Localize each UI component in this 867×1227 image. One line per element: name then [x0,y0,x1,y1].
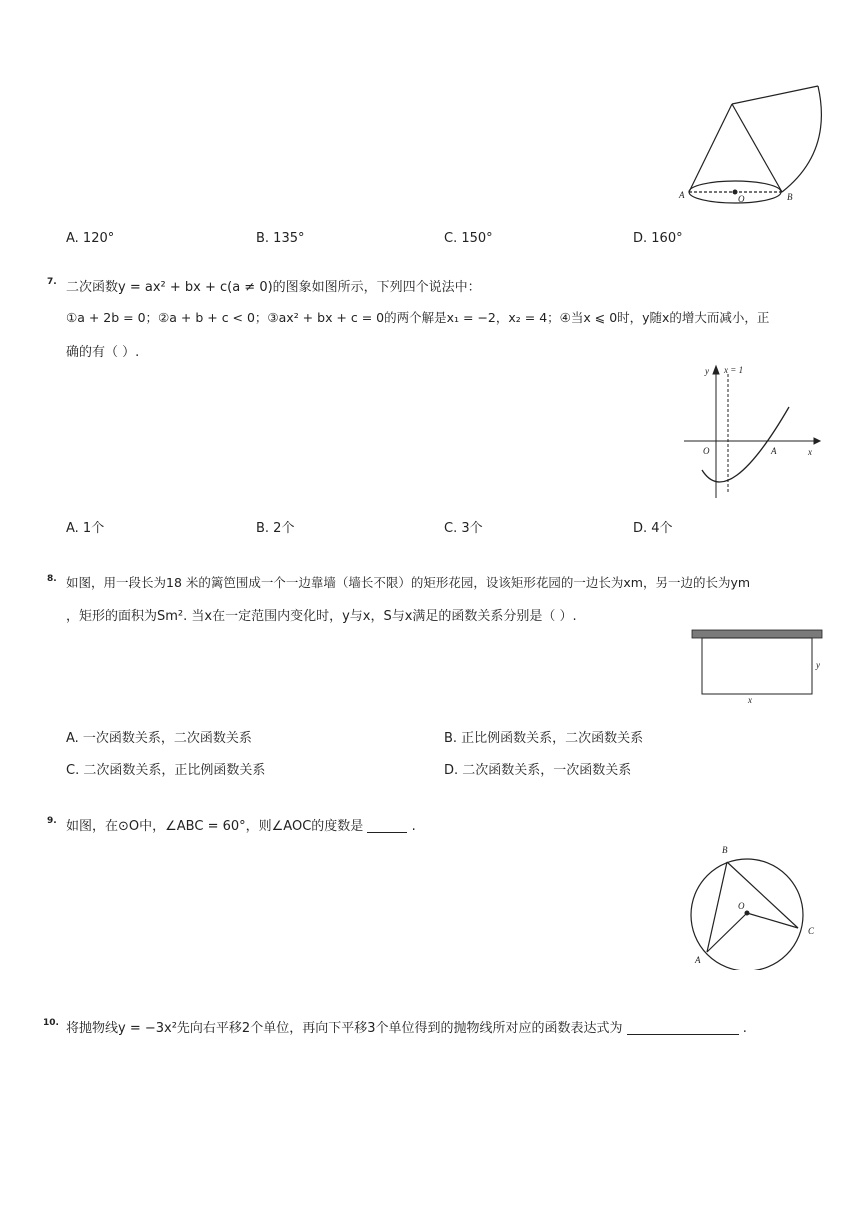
label-o: O [738,194,745,204]
point-c-label: C [808,926,815,936]
cone-sector-figure [675,82,830,214]
q9-answer-blank[interactable] [367,820,407,833]
parabola-graph [680,362,825,502]
point-a-label: A [695,955,701,965]
q9-end: . [411,819,416,834]
q6-option-d: D. 160° [633,231,683,246]
q6-option-b: B. 135° [256,231,305,246]
q10-stem: 将抛物线y = −3x²先向右平移2个单位，再向下平移3个单位得到的抛物线所对应的函数表达式为 [66,1021,623,1036]
q6-option-a: A. 120° [66,231,115,246]
q6-option-c: C. 150° [444,231,493,246]
label-a: A [679,190,685,200]
point-b-label: B [722,845,728,855]
side-y-label: y [816,660,820,670]
origin-label: O [703,446,710,456]
q9-stem: 如图，在⊙O中，∠ABC = 60°，则∠AOC的度数是 [66,819,364,834]
y-axis-label: y [705,366,709,376]
q9-number: 9. [47,816,57,826]
side-x-label: x [748,695,752,705]
q7-number: 7. [47,277,57,287]
q10-text [66,1017,747,1036]
q7-option-b: B. 2个 [256,521,295,536]
q10-number: 10. [43,1018,59,1028]
q7-option-d: D. 4个 [633,521,673,536]
q7-option-c: C. 3个 [444,521,483,536]
q7-line-1: 二次函数y = ax² + bx + c(a ≠ 0)的图象如图所示，下列四个说法中： [66,280,481,295]
q9-text [66,815,416,834]
q8-line-2: ，矩形的面积为Sm². 当x在一定范围内变化时，y与x，S与x满足的函数关系分别是（ ）. [66,609,577,624]
x-axis-label: x [808,447,812,457]
q8-number: 8. [47,574,57,584]
q8-option-a: A. 一次函数关系，二次函数关系 [66,731,252,746]
q10-answer-blank[interactable] [627,1022,739,1035]
axis-of-symmetry-label: x = 1 [724,365,744,375]
q7-option-a: A. 1个 [66,521,105,536]
q8-line-1: 如图，用一段长为18 米的篱笆围成一个一边靠墙（墙长不限）的矩形花园，设该矩形花园的一边长为xm，另一边的长为ym [66,575,751,590]
q7-line-3: 确的有（ ）. [66,345,140,360]
point-o-label: O [738,901,745,911]
rectangle-garden-figure [690,628,825,708]
label-b: B [787,192,793,202]
circle-angle-figure [685,840,825,970]
q8-option-d: D. 二次函数关系，一次函数关系 [444,763,632,778]
point-a-label: A [771,446,777,456]
q8-option-c: C. 二次函数关系，正比例函数关系 [66,763,266,778]
q7-line-2: ①a + 2b = 0；②a + b + c < 0；③ax² + bx + c = 0的两个解是x₁ = −2，x₂ = 4；④当x ⩽ 0时，y随x的增大而减小，正 [66,310,770,325]
q8-option-b: B. 正比例函数关系，二次函数关系 [444,731,644,746]
q10-end: . [742,1021,747,1036]
